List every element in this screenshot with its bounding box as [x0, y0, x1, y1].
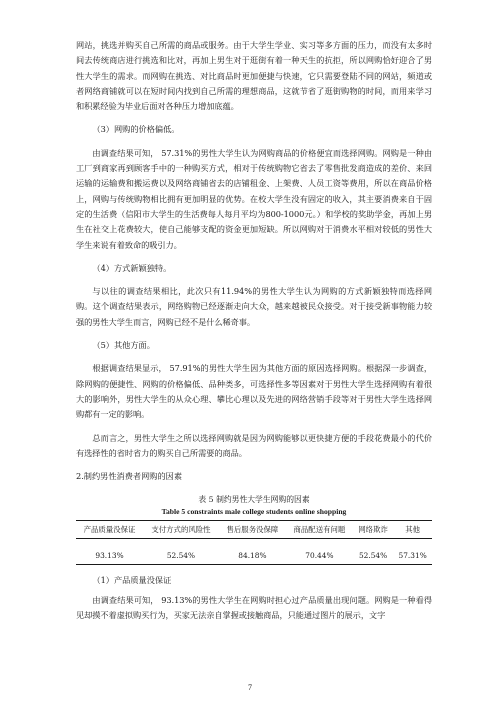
section-3-body: 由调查结果可知， 57.31%的男性大学生认为网购商品的价格便宜而选择网购。网购是一种由工厂到商家再到顾客手中的一种购买方式，相对于传统购物它省去了零售批发商造成的差价、来回运输的运输费和搬运费以及网络商铺省去的店铺租金、上架费、人员工资等费用，所以在商品价格上，网购与传统购物相比拥有更加明显的优势。在校大学生没有固定的收入，其主要消费来自于固定的生活费（信阳市大学生的生活费每人每月平均为800-1000元。）和学校的奖助学金，再加上男生在社交上花费较大，使自己能够支配的资金更加短缺。所以网购对于消费水平相对较低的男性大学生来说有着致命的吸引力。	[76, 147, 432, 250]
table-header-cell: 产品质量没保证	[83, 525, 136, 535]
table-cell: 70.44%	[305, 551, 334, 561]
table-cell: 52.54%	[166, 551, 196, 561]
section-5-title: （5）其他方面。	[92, 340, 155, 351]
section-heading-2: 2.制约男性消费者网购的因素	[76, 471, 183, 482]
paragraph-intro: 网站，挑选并购买自己所需的商品或服务。由于大学生学业、实习等多方面的压力，而没有太多时间去传统商店进行挑选和比对，再加上男生对于逛街有着一种天生的抗拒，所以网购恰好迎合了男性大学生的需求。而网购在挑选、对比商品时更加便捷与快速，它只需要登陆不同的网站，频道或者网络商铺就可以在短时间内找到自己所需的理想商品，这就节省了逛街购物的时间，而用来学习和积累经验为毕业后面对各种压力增加底蕴。	[76, 40, 432, 112]
table-header-cell: 网络欺诈	[358, 525, 388, 535]
table-cell: 93.13%	[95, 551, 124, 561]
table-header-cell: 售后服务没保障	[226, 525, 279, 535]
table-header-cell: 商品配送有问题	[293, 525, 346, 535]
section-4-title: （4）方式新颖独特。	[92, 262, 172, 273]
summary-paragraph: 总而言之，男性大学生之所以选择网购就是因为网购能够以更快捷方便的手段花费最小的代价有选择性的省时省力的购买自己所需要的商品。	[76, 432, 432, 458]
table-caption-cn: 表 5 制约男性大学生网购的因素	[198, 495, 310, 505]
section-5-body: 根据调查结果显示， 57.91%的男性大学生因为其他方面的原因选择网购。根据深一步调查，除网购的便捷性、网购的价格偏低、品种类多，可选择性多等因素对于男性大学生选择网购有着很大的影响外，男性大学生的从众心理、攀比心理以及先进的网络营销手段等对于男性大学生选择网购都有一定的影响。	[76, 363, 432, 420]
section-4-body: 与以往的调查结果相比，此次只有11.94%的男性大学生认为网购的方式新颖独特而选择网购。这个调查结果表示，网络购物已经逐渐走向大众，越来越被民众接受。对于接受新事物能力较强的男性大学生而言，网购已经不是什么稀奇事。	[76, 286, 432, 327]
table-row	[76, 539, 432, 565]
table-header-cell: 其他	[405, 525, 421, 535]
section-q1-title: （1）产品质量没保证	[92, 575, 172, 586]
document-page	[76, 38, 432, 623]
table-header-row	[76, 521, 432, 539]
table-header-cell: 支付方式的风险性	[151, 525, 211, 535]
table-cell: 84.18%	[238, 551, 267, 561]
table-cell: 52.54%	[358, 551, 388, 561]
table-caption-en: Table 5 constraints male college students online shopping	[161, 507, 347, 517]
section-3-title: （3）网购的价格偏低。	[92, 124, 180, 135]
section-q1-body: 由调查结果可知， 93.13%的男性大学生在网购时担心过产品质量出现问题。网购是一种看得见却摸不着虚拟购买行为，买家无法亲自掌握或接触商品，只能通过图片的展示，文字	[76, 594, 432, 621]
constraints-table	[76, 520, 432, 565]
table-cell: 57.31%	[398, 551, 427, 561]
page-number: 7	[248, 683, 252, 692]
